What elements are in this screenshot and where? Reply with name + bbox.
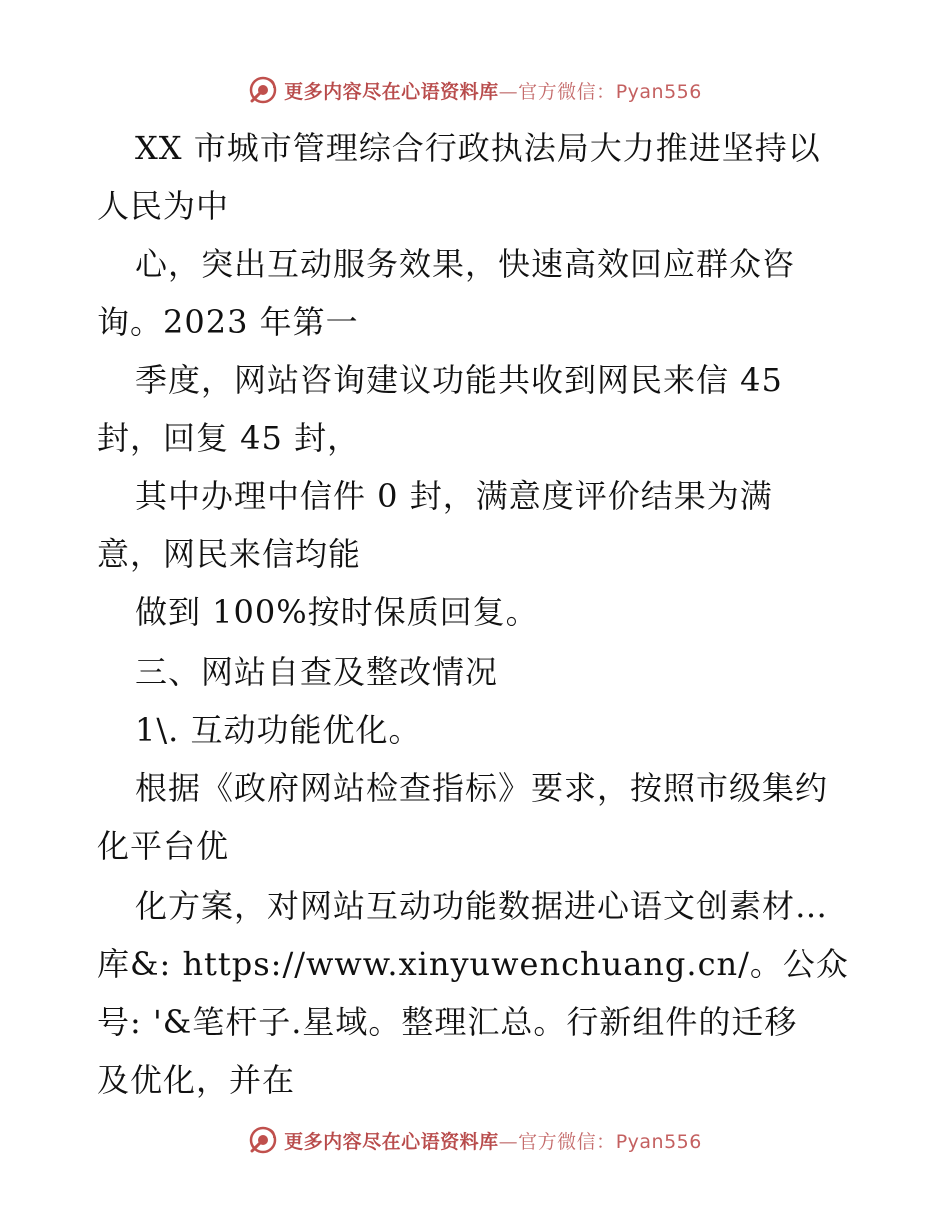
footer-brand-text: 更多内容尽在心语资料库 [284,1130,499,1153]
body-line: 根据《政府网站检查指标》要求，按照市级集约 [135,769,829,807]
footer-wechat-label: 官方微信： [518,1130,616,1153]
body-line: 人民为中 [97,187,230,225]
body-line: 其中办理中信件 0 封，满意度评价结果为满 [135,477,773,515]
pen-logo-icon [248,1125,278,1155]
body-line: 做到 100%按时保质回复。 [135,593,539,631]
body-line: 心，突出互动服务效果，快速高效回应群众咨 [135,245,796,283]
body-line: 询。2023 年第一 [97,303,359,341]
footer-watermark-banner [0,1120,950,1160]
body-line: 化平台优 [97,827,230,865]
pen-logo-icon [248,75,278,105]
section-heading: 三、网站自查及整改情况 [135,653,499,691]
header-wechat-label: 官方微信： [518,80,616,103]
body-line: 意，网民来信均能 [97,535,362,573]
body-line: 及优化，并在 [97,1061,296,1099]
body-line: 号: '&笔杆子.星域。整理汇总。行新组件的迁移 [97,1003,798,1041]
subsection-heading: 1\. 互动功能优化。 [135,711,422,749]
header-watermark-text [284,77,702,104]
header-dash: — [498,80,519,103]
header-wechat-id: Pyan556 [615,80,702,103]
footer-wechat-id: Pyan556 [615,1130,702,1153]
body-line: 封，回复 45 封， [97,419,361,457]
body-line: XX 市城市管理综合行政执法局大力推进坚持以 [135,129,821,167]
header-watermark-banner [0,70,950,110]
body-line: 季度，网站咨询建议功能共收到网民来信 45 [135,361,783,399]
body-line: 化方案，对网站互动功能数据进心语文创素材… [135,887,829,925]
footer-dash: — [498,1130,519,1153]
header-brand-text: 更多内容尽在心语资料库 [284,80,499,103]
body-line: 库&: https://www.xinyuwenchuang.cn/。公众 [97,945,849,983]
footer-watermark-text [284,1127,702,1154]
